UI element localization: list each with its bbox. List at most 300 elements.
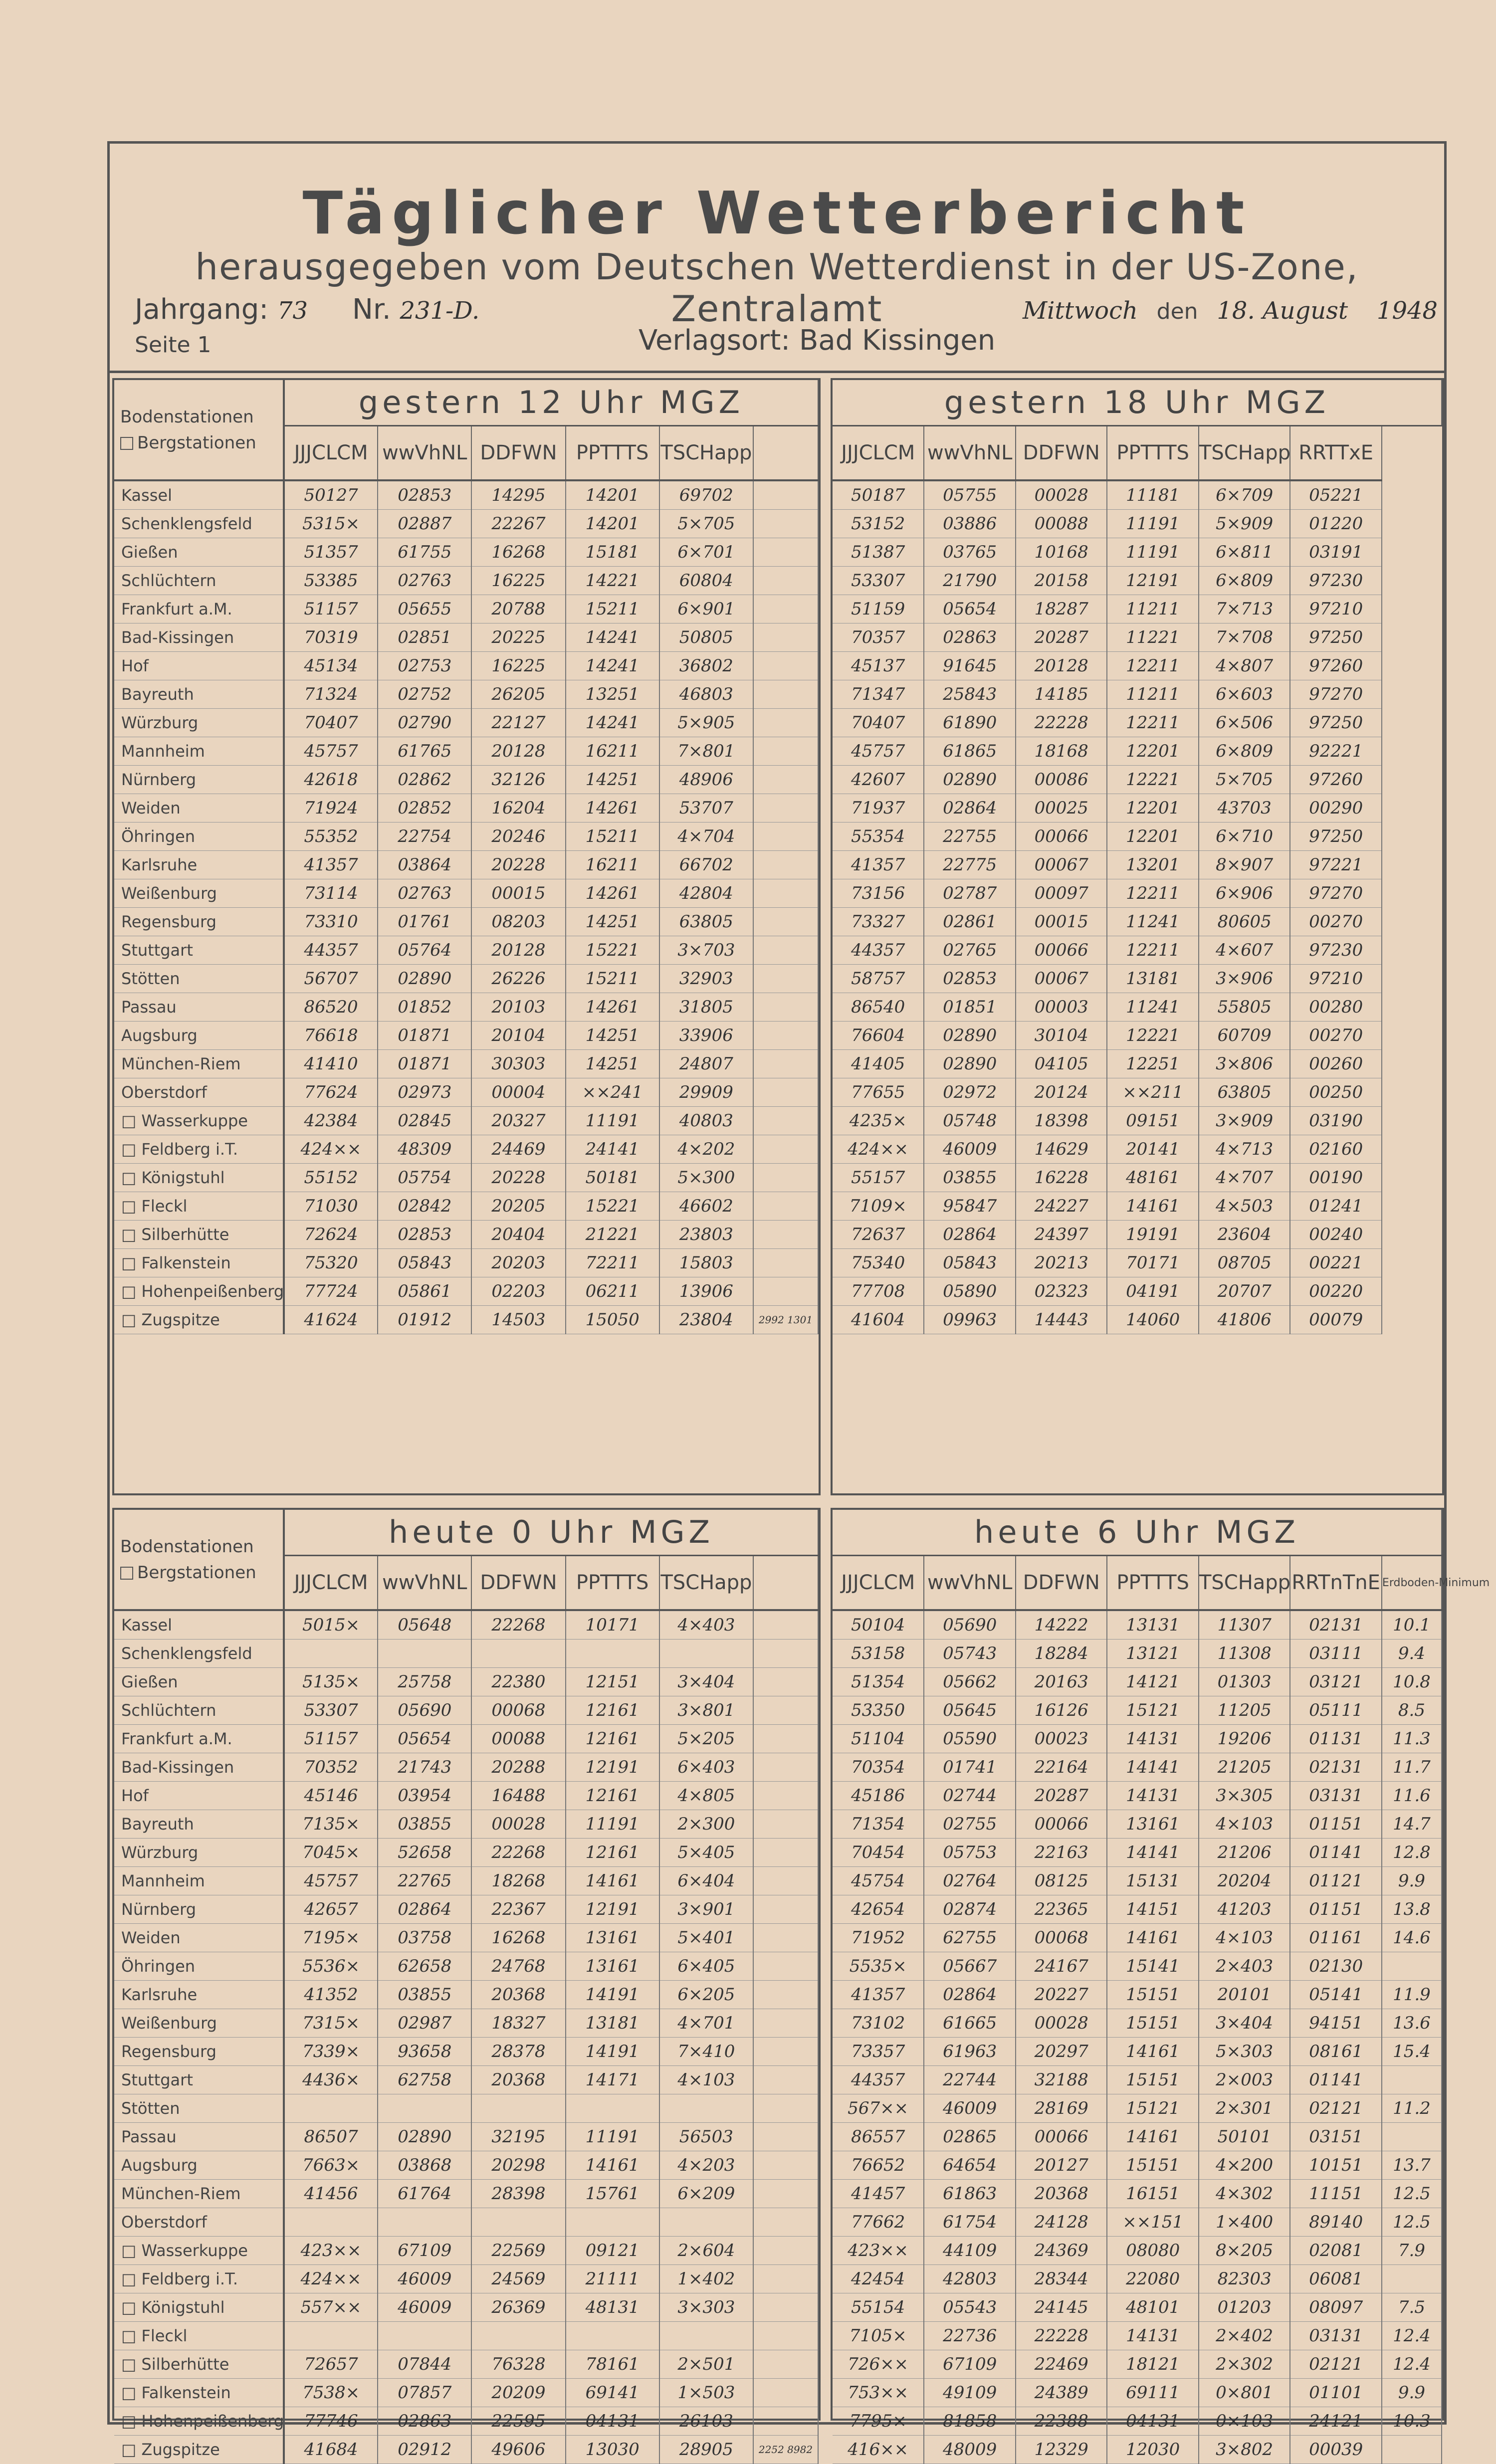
station-name: Schlüchtern	[114, 1696, 284, 1725]
data-cell: ××241	[566, 1078, 659, 1107]
table-row	[833, 1753, 1442, 1782]
data-cell: 02131	[1290, 1753, 1382, 1782]
data-cell: 13030	[566, 2436, 659, 2464]
data-cell: 00004	[471, 1078, 565, 1107]
data-cell: 00066	[1016, 936, 1107, 965]
data-cell: 00068	[471, 1696, 565, 1725]
data-cell: 28169	[1016, 2094, 1107, 2123]
data-cell: 6×506	[1199, 709, 1290, 737]
data-cell: 9.9	[1382, 2379, 1442, 2407]
data-cell: 02851	[378, 623, 471, 652]
data-cell: 15761	[566, 2180, 659, 2208]
data-cell: 28905	[659, 2436, 753, 2464]
data-cell: 70407	[284, 709, 378, 737]
data-cell: 00028	[1016, 480, 1107, 510]
table-row	[114, 567, 818, 595]
data-cell: 41456	[284, 2180, 378, 2208]
data-cell: 16151	[1107, 2180, 1198, 2208]
data-cell	[753, 1810, 818, 1839]
data-cell: 70357	[833, 623, 924, 652]
data-cell: 71937	[833, 794, 924, 822]
data-cell: 24141	[566, 1135, 659, 1164]
data-cell: 62658	[378, 1952, 471, 1981]
data-cell: 73357	[833, 2038, 924, 2066]
data-cell: 5×905	[659, 709, 753, 737]
data-cell: 03151	[1290, 2123, 1382, 2151]
data-cell: ××151	[1107, 2208, 1198, 2237]
data-cell: 20404	[471, 1221, 565, 1249]
data-cell: 22163	[1016, 1839, 1107, 1867]
data-cell: 46009	[378, 2293, 471, 2322]
data-cell: 00066	[1016, 1810, 1107, 1839]
data-cell	[753, 794, 818, 822]
data-cell: 7.5	[1382, 2293, 1442, 2322]
data-cell: 14241	[566, 709, 659, 737]
data-cell: 14060	[1107, 1306, 1198, 1334]
data-cell: 14131	[1107, 1782, 1198, 1810]
data-cell: 24128	[1016, 2208, 1107, 2237]
data-cell: 55152	[284, 1164, 378, 1192]
data-cell: 6×404	[659, 1867, 753, 1895]
table-row	[833, 1810, 1442, 1839]
table-row	[114, 965, 818, 993]
data-cell: 3×404	[1199, 2009, 1290, 2038]
data-cell: 12191	[1107, 567, 1198, 595]
data-cell: 22367	[471, 1895, 565, 1924]
data-cell: 6×603	[1199, 680, 1290, 709]
data-cell: 14.6	[1382, 1924, 1442, 1952]
data-cell: 03864	[378, 851, 471, 879]
data-cell: 16268	[471, 1924, 565, 1952]
data-cell: 02130	[1290, 1952, 1382, 1981]
data-cell: 00079	[1290, 1306, 1381, 1334]
data-cell: 2×402	[1199, 2322, 1290, 2350]
table-row	[833, 1696, 1442, 1725]
data-cell: 1×503	[659, 2379, 753, 2407]
data-cell: 51357	[284, 538, 378, 567]
block-title: heute 0 Uhr MGZ	[284, 1510, 818, 1556]
block-gestern-18	[831, 378, 1444, 1495]
data-cell: 11.3	[1382, 1725, 1442, 1753]
block-title: heute 6 Uhr MGZ	[833, 1510, 1442, 1556]
data-cell: 21790	[924, 567, 1015, 595]
data-cell: 02160	[1290, 1135, 1381, 1164]
data-cell: 20127	[1016, 2151, 1107, 2180]
data-cell	[753, 1867, 818, 1895]
data-cell: 4×403	[659, 1610, 753, 1640]
data-cell: 00270	[1290, 1022, 1381, 1050]
data-cell: 14131	[1107, 1725, 1198, 1753]
table-row	[833, 2265, 1442, 2293]
data-cell: 14121	[1107, 1668, 1198, 1696]
data-cell: 05764	[378, 936, 471, 965]
data-cell: 04131	[566, 2407, 659, 2436]
table-row	[833, 1867, 1442, 1895]
data-cell	[753, 1249, 818, 1277]
table-row	[833, 1895, 1442, 1924]
data-cell: 48161	[1107, 1164, 1198, 1192]
data-cell: 07844	[378, 2350, 471, 2379]
data-cell	[753, 1696, 818, 1725]
data-cell: 02890	[924, 1050, 1015, 1078]
data-cell: 00260	[1290, 1050, 1381, 1078]
data-cell: 18398	[1016, 1107, 1107, 1135]
data-cell: 22380	[471, 1668, 565, 1696]
data-cell: 02763	[378, 879, 471, 908]
data-cell: 15141	[1107, 1952, 1198, 1981]
data-cell: ××211	[1107, 1078, 1198, 1107]
date-line: Mittwoch den 18. August 1948	[1023, 297, 1438, 325]
station-name: □ Falkenstein	[114, 2379, 284, 2407]
table-heute-6	[833, 1510, 1490, 2464]
data-cell: 28398	[471, 2180, 565, 2208]
data-cell: 73102	[833, 2009, 924, 2038]
column-header: wwVhNL	[378, 1556, 471, 1611]
data-cell: 00003	[1016, 993, 1107, 1022]
data-cell: 12161	[566, 1782, 659, 1810]
data-cell: 02890	[924, 766, 1015, 794]
data-cell	[753, 1221, 818, 1249]
data-cell: 02323	[1016, 1277, 1107, 1306]
data-cell	[753, 1135, 818, 1164]
data-cell: 01121	[1290, 1867, 1382, 1895]
data-cell: 01203	[1199, 2293, 1290, 2322]
data-cell: 24145	[1016, 2293, 1107, 2322]
data-cell: 7135×	[284, 1810, 378, 1839]
table-row	[833, 1668, 1442, 1696]
data-cell: 22080	[1107, 2265, 1198, 2293]
table-row	[114, 1306, 818, 1334]
page-number: Seite 1	[135, 332, 212, 358]
data-cell: 03868	[378, 2151, 471, 2180]
data-cell	[753, 737, 818, 766]
data-cell: 02864	[924, 1981, 1015, 2009]
table-row	[114, 652, 818, 680]
data-cell	[753, 1107, 818, 1135]
data-cell: 03131	[1290, 2322, 1382, 2350]
data-cell: 22268	[471, 1610, 565, 1640]
station-name: □ Silberhütte	[114, 2350, 284, 2379]
data-cell	[471, 1640, 565, 1668]
data-cell	[753, 879, 818, 908]
data-cell: 18168	[1016, 737, 1107, 766]
data-cell	[1382, 1952, 1442, 1981]
data-cell	[753, 680, 818, 709]
data-cell: 42454	[833, 2265, 924, 2293]
table-row	[114, 538, 818, 567]
data-cell: 12161	[566, 1839, 659, 1867]
table-row	[833, 538, 1442, 567]
data-cell: 2×302	[1199, 2350, 1290, 2379]
data-cell: 12201	[1107, 737, 1198, 766]
data-cell: 3×703	[659, 936, 753, 965]
data-cell: 24167	[1016, 1952, 1107, 1981]
data-cell	[378, 2208, 471, 2237]
data-cell: 02863	[378, 2407, 471, 2436]
data-cell	[753, 2009, 818, 2038]
table-row	[833, 1164, 1442, 1192]
data-cell	[471, 2094, 565, 2123]
data-cell: 45757	[284, 1867, 378, 1895]
data-cell: 01161	[1290, 1924, 1382, 1952]
station-name: □ Zugspitze	[114, 2436, 284, 2464]
data-cell: 14141	[1107, 1839, 1198, 1867]
data-cell: 01131	[1290, 1725, 1382, 1753]
data-cell: 10151	[1290, 2151, 1382, 2180]
data-cell: 09121	[566, 2237, 659, 2265]
table-row	[114, 1696, 818, 1725]
data-cell: 55154	[833, 2293, 924, 2322]
table-row	[833, 1107, 1442, 1135]
data-cell: 48906	[659, 766, 753, 794]
data-cell: 55805	[1199, 993, 1290, 1022]
data-cell: 08097	[1290, 2293, 1382, 2322]
data-cell: 14161	[1107, 2038, 1198, 2066]
data-cell: 14251	[566, 766, 659, 794]
data-cell: 02787	[924, 879, 1015, 908]
station-name: Weißenburg	[114, 2009, 284, 2038]
data-cell: 4×302	[1199, 2180, 1290, 2208]
data-cell: 02753	[378, 652, 471, 680]
data-cell: 6×906	[1199, 879, 1290, 908]
table-row	[114, 1022, 818, 1050]
data-cell: 6×709	[1199, 480, 1290, 510]
data-cell: 7195×	[284, 1924, 378, 1952]
data-cell: 05543	[924, 2293, 1015, 2322]
column-header: DDFWN	[471, 426, 565, 481]
data-cell: 97270	[1290, 879, 1381, 908]
data-cell: 25843	[924, 680, 1015, 709]
data-cell: 51387	[833, 538, 924, 567]
table-row	[114, 680, 818, 709]
data-cell: 14161	[1107, 2123, 1198, 2151]
data-cell: 01141	[1290, 2066, 1382, 2094]
data-cell: 12161	[566, 1725, 659, 1753]
data-cell: 02987	[378, 2009, 471, 2038]
data-cell: 02121	[1290, 2350, 1382, 2379]
data-cell: 02853	[378, 1221, 471, 1249]
data-cell: 15.4	[1382, 2038, 1442, 2066]
data-cell: 21205	[1199, 1753, 1290, 1782]
data-cell: 18327	[471, 2009, 565, 2038]
data-cell: 92221	[1290, 737, 1381, 766]
data-cell: 9.9	[1382, 1867, 1442, 1895]
data-cell: 02890	[924, 1022, 1015, 1050]
data-cell	[753, 538, 818, 567]
data-cell: 12.5	[1382, 2180, 1442, 2208]
data-cell: 13181	[566, 2009, 659, 2038]
table-row	[114, 709, 818, 737]
data-cell	[378, 2094, 471, 2123]
table-row	[114, 1164, 818, 1192]
table-row	[114, 766, 818, 794]
column-header: PPTTTS	[1107, 426, 1198, 481]
table-row	[114, 1924, 818, 1952]
data-cell: 61764	[378, 2180, 471, 2208]
data-cell: 423××	[833, 2237, 924, 2265]
data-cell: 02203	[471, 1277, 565, 1306]
data-cell: 41405	[833, 1050, 924, 1078]
data-cell: 45754	[833, 1867, 924, 1895]
data-cell: 15131	[1107, 1867, 1198, 1895]
data-cell: 22736	[924, 2322, 1015, 2350]
data-cell: 28378	[471, 2038, 565, 2066]
data-cell	[284, 2322, 378, 2350]
data-cell: 7045×	[284, 1839, 378, 1867]
data-cell: 61755	[378, 538, 471, 567]
data-cell: 5535×	[833, 1952, 924, 1981]
data-cell: 05662	[924, 1668, 1015, 1696]
data-cell: 01220	[1290, 510, 1381, 538]
table-row	[833, 879, 1442, 908]
data-cell	[378, 1640, 471, 1668]
data-cell: 11191	[566, 1810, 659, 1839]
data-cell: 424××	[833, 1135, 924, 1164]
table-row	[833, 2094, 1442, 2123]
data-cell: 82303	[1199, 2265, 1290, 2293]
station-name: Karlsruhe	[114, 1981, 284, 2009]
data-cell	[753, 595, 818, 623]
data-cell: 03121	[1290, 1668, 1382, 1696]
data-cell: 02863	[924, 623, 1015, 652]
data-cell: 55352	[284, 822, 378, 851]
data-cell	[753, 1668, 818, 1696]
data-cell: 60709	[1199, 1022, 1290, 1050]
data-cell: 24569	[471, 2265, 565, 2293]
data-cell	[753, 1839, 818, 1867]
station-name: Nürnberg	[114, 766, 284, 794]
data-cell: 5×705	[659, 510, 753, 538]
data-cell	[753, 2237, 818, 2265]
data-cell: 0×103	[1199, 2407, 1290, 2436]
data-cell: 00086	[1016, 766, 1107, 794]
data-cell: 73310	[284, 908, 378, 936]
data-cell	[471, 2208, 565, 2237]
table-row	[833, 1981, 1442, 2009]
data-cell: 01741	[924, 1753, 1015, 1782]
table-row	[114, 2350, 818, 2379]
table-row	[833, 1277, 1442, 1306]
table-heute-0	[114, 1510, 819, 2464]
column-header	[753, 1556, 818, 1611]
data-cell: 3×303	[659, 2293, 753, 2322]
data-cell: 75320	[284, 1249, 378, 1277]
data-cell: 01151	[1290, 1895, 1382, 1924]
data-cell	[378, 2322, 471, 2350]
data-cell: 36802	[659, 652, 753, 680]
data-cell: 13251	[566, 680, 659, 709]
table-row	[114, 595, 818, 623]
weekday: Mittwoch	[1023, 297, 1138, 325]
data-cell: 77746	[284, 2407, 378, 2436]
data-cell: 2×301	[1199, 2094, 1290, 2123]
data-cell: 51157	[284, 595, 378, 623]
data-cell: 2×604	[659, 2237, 753, 2265]
data-cell: 557××	[284, 2293, 378, 2322]
data-cell: 00066	[1016, 2123, 1107, 2151]
data-cell: 28344	[1016, 2265, 1107, 2293]
station-name: Regensburg	[114, 2038, 284, 2066]
table-row	[114, 2208, 818, 2237]
station-name: Passau	[114, 993, 284, 1022]
data-cell: 7×713	[1199, 595, 1290, 623]
station-name: Würzburg	[114, 1839, 284, 1867]
data-cell: 14201	[566, 510, 659, 538]
data-cell: 86557	[833, 2123, 924, 2151]
data-cell: 05753	[924, 1839, 1015, 1867]
data-cell: 22268	[471, 1839, 565, 1867]
station-name: Augsburg	[114, 1022, 284, 1050]
data-cell: 15151	[1107, 2151, 1198, 2180]
data-cell: 753××	[833, 2379, 924, 2407]
table-row	[833, 1610, 1442, 1640]
data-cell: 86520	[284, 993, 378, 1022]
data-cell: 14222	[1016, 1610, 1107, 1640]
data-cell: 20287	[1016, 623, 1107, 652]
data-cell: 6×710	[1199, 822, 1290, 851]
data-cell: 18284	[1016, 1640, 1107, 1668]
data-cell: 21743	[378, 1753, 471, 1782]
data-cell: 08125	[1016, 1867, 1107, 1895]
table-row	[833, 1306, 1442, 1334]
data-cell: 00240	[1290, 1221, 1381, 1249]
data-cell: 20368	[471, 1981, 565, 2009]
data-cell: 44357	[284, 936, 378, 965]
table-row	[833, 680, 1442, 709]
data-cell: 12251	[1107, 1050, 1198, 1078]
data-cell: 77662	[833, 2208, 924, 2237]
date: 18. August	[1217, 297, 1348, 325]
data-cell: 53307	[833, 567, 924, 595]
data-cell: 86540	[833, 993, 924, 1022]
table-row	[114, 2180, 818, 2208]
data-cell: 15221	[566, 1192, 659, 1221]
data-cell	[753, 1277, 818, 1306]
table-row	[114, 1895, 818, 1924]
data-cell: 22754	[378, 822, 471, 851]
data-cell: 64654	[924, 2151, 1015, 2180]
data-cell: 14171	[566, 2066, 659, 2094]
data-cell: 02121	[1290, 2094, 1382, 2123]
station-name: Öhringen	[114, 822, 284, 851]
data-cell: 05654	[924, 595, 1015, 623]
data-cell: 20101	[1199, 1981, 1290, 2009]
station-name: □ Silberhütte	[114, 1221, 284, 1249]
data-cell	[753, 2151, 818, 2180]
data-cell	[753, 567, 818, 595]
data-cell: 00270	[1290, 908, 1381, 936]
table-row	[833, 2151, 1442, 2180]
data-cell: 4×103	[1199, 1924, 1290, 1952]
data-cell: 3×901	[659, 1895, 753, 1924]
data-cell: 22164	[1016, 1753, 1107, 1782]
data-cell: 5135×	[284, 1668, 378, 1696]
data-cell: 13161	[566, 1952, 659, 1981]
data-cell: 76604	[833, 1022, 924, 1050]
data-cell: 61865	[924, 737, 1015, 766]
table-row	[833, 936, 1442, 965]
data-cell: 22228	[1016, 709, 1107, 737]
data-cell: 04191	[1107, 1277, 1198, 1306]
data-cell: 41457	[833, 2180, 924, 2208]
data-cell: 10.1	[1382, 1610, 1442, 1640]
column-header: wwVhNL	[924, 426, 1015, 481]
data-cell	[753, 2180, 818, 2208]
data-cell	[284, 2208, 378, 2237]
data-cell: 424××	[284, 1135, 378, 1164]
data-cell	[753, 1895, 818, 1924]
data-cell: 06211	[566, 1277, 659, 1306]
